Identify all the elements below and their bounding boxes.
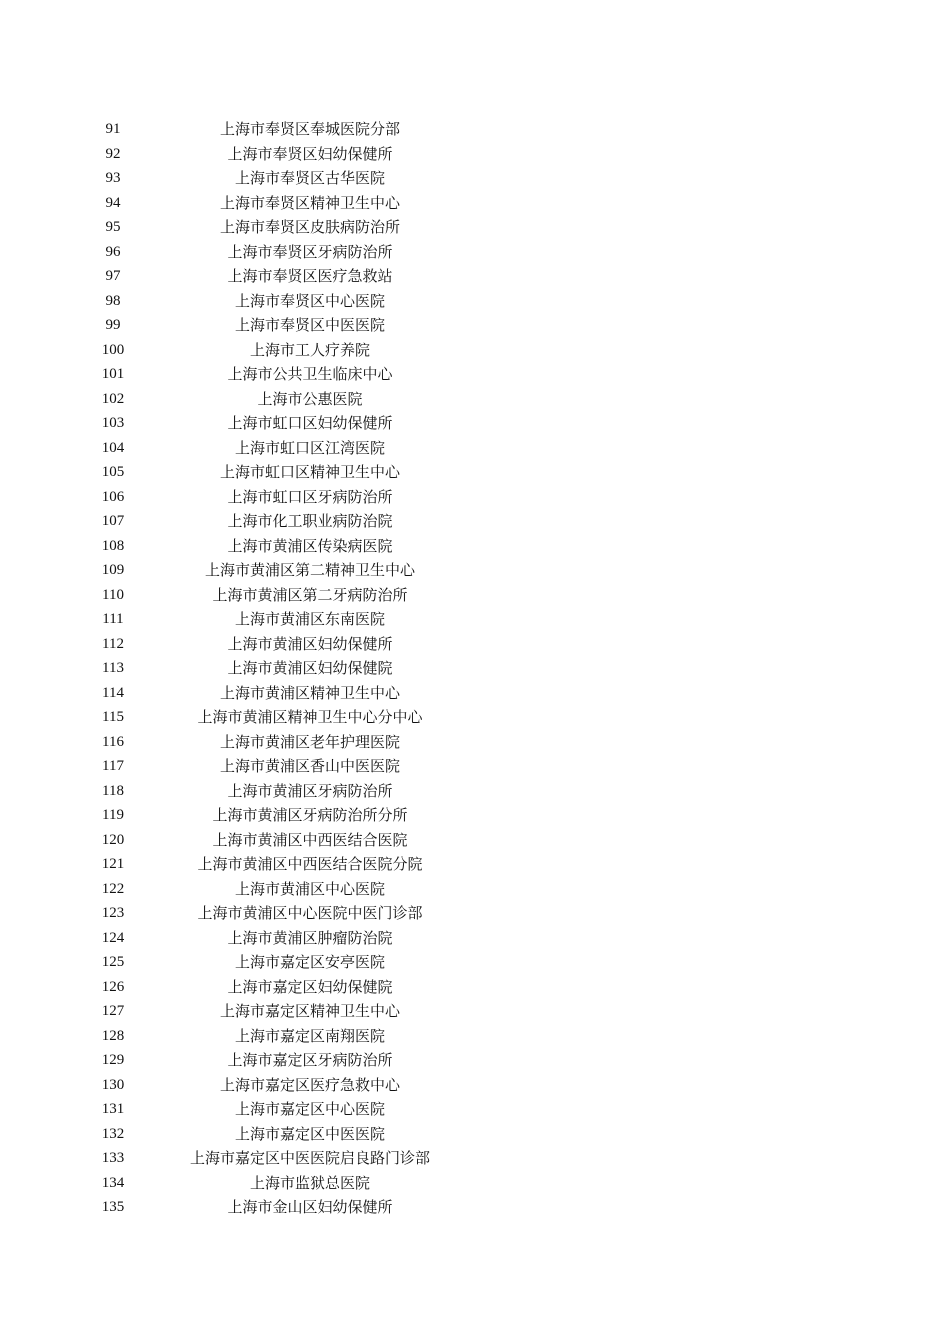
list-item [0,779,950,804]
row-number: 97 [105,268,121,284]
row-number: 120 [101,831,125,848]
list-item [0,1195,950,1220]
hospital-name: 上海市化工职业病防治院 [227,512,393,530]
list-item [0,534,950,559]
row-number: 100 [101,341,125,358]
list-item [0,509,950,534]
list-item [0,240,950,265]
list-item [0,313,950,338]
row-number: 101 [101,366,125,382]
hospital-name: 上海市黄浦区东南医院 [234,610,385,628]
hospital-name: 上海市奉贤区皮肤病防治所 [219,218,400,236]
row-number: 93 [105,170,121,186]
row-number: 106 [101,488,125,505]
row-number: 121 [101,856,125,872]
hospital-name: 上海市黄浦区中西医结合医院 [212,830,408,849]
list-item [0,338,950,363]
hospital-name: 上海市监狱总医院 [249,1173,370,1192]
row-number: 105 [101,464,125,480]
list-item [0,803,950,828]
list-item [0,632,950,657]
list-item [0,1171,950,1196]
hospital-name: 上海市嘉定区南翔医院 [234,1026,385,1045]
hospital-name: 上海市虹口区精神卫生中心 [219,463,400,481]
list-item [0,460,950,485]
hospital-name: 上海市嘉定区中心医院 [234,1100,385,1118]
row-number: 133 [101,1150,125,1166]
hospital-name: 上海市黄浦区传染病医院 [227,536,393,555]
hospital-name: 上海市黄浦区精神卫生中心 [219,683,400,702]
list-item [0,852,950,877]
row-number: 108 [101,537,125,554]
list-item [0,1146,950,1171]
hospital-name: 上海市虹口区江湾医院 [234,438,385,457]
hospital-name: 上海市黄浦区妇幼保健院 [227,659,393,677]
row-number: 128 [101,1027,125,1044]
list-item [0,828,950,853]
hospital-list [0,117,950,1220]
list-item [0,558,950,583]
row-number: 117 [102,758,124,774]
row-number: 112 [102,635,124,652]
row-number: 98 [105,292,121,309]
row-number: 124 [101,929,125,946]
list-item [0,926,950,951]
list-item [0,215,950,240]
list-item [0,1048,950,1073]
list-item [0,901,950,926]
row-number: 127 [101,1003,125,1019]
hospital-name: 上海市公惠医院 [257,389,363,408]
row-number: 118 [102,782,124,799]
row-number: 115 [102,709,124,725]
row-number: 126 [101,978,125,995]
list-item [0,166,950,191]
list-item [0,607,950,632]
hospital-name: 上海市黄浦区肿瘤防治院 [227,928,393,947]
row-number: 104 [101,439,125,456]
row-number: 113 [102,660,124,676]
row-number: 111 [102,611,124,627]
list-item [0,975,950,1000]
hospital-name: 上海市嘉定区妇幼保健院 [227,977,393,996]
row-number: 134 [101,1174,125,1191]
row-number: 123 [101,905,125,921]
row-number: 96 [105,243,121,260]
hospital-name: 上海市黄浦区中西医结合医院分院 [197,855,423,873]
hospital-name: 上海市黄浦区牙病防治所 [227,781,393,800]
hospital-name: 上海市嘉定区中医医院启良路门诊部 [189,1149,430,1167]
row-number: 119 [102,807,124,823]
list-item [0,1024,950,1049]
hospital-name: 上海市黄浦区香山中医医院 [219,757,400,775]
hospital-name: 上海市虹口区妇幼保健所 [227,414,393,432]
hospital-name: 上海市嘉定区精神卫生中心 [219,1002,400,1020]
hospital-name: 上海市嘉定区安亭医院 [234,953,385,971]
list-item [0,362,950,387]
row-number: 130 [101,1076,125,1093]
list-item [0,656,950,681]
hospital-name: 上海市奉贤区牙病防治所 [227,242,393,261]
row-number: 107 [101,513,125,529]
row-number: 103 [101,415,125,431]
row-number: 110 [102,586,124,603]
list-item [0,1097,950,1122]
row-number: 125 [101,954,125,970]
list-item [0,289,950,314]
hospital-name: 上海市奉贤区中心医院 [234,291,385,310]
row-number: 122 [101,880,125,897]
row-number: 132 [101,1125,125,1142]
list-item [0,191,950,216]
list-item [0,387,950,412]
list-item [0,754,950,779]
row-number: 91 [105,121,121,137]
row-number: 102 [101,390,125,407]
row-number: 92 [105,145,121,162]
list-item [0,950,950,975]
hospital-name: 上海市金山区妇幼保健所 [227,1198,393,1216]
hospital-name: 上海市奉贤区医疗急救站 [227,267,393,285]
list-item [0,1073,950,1098]
list-item [0,705,950,730]
list-item [0,411,950,436]
hospital-name: 上海市嘉定区牙病防治所 [227,1051,393,1069]
row-number: 95 [105,219,121,235]
row-number: 99 [105,317,121,333]
hospital-name: 上海市公共卫生临床中心 [227,365,393,383]
hospital-name: 上海市奉贤区中医医院 [234,316,385,334]
hospital-name: 上海市黄浦区中心医院中医门诊部 [197,904,423,922]
hospital-name: 上海市工人疗养院 [249,340,370,359]
list-item [0,681,950,706]
hospital-name: 上海市黄浦区精神卫生中心分中心 [197,708,423,726]
hospital-name: 上海市黄浦区第二精神卫生中心 [204,561,415,579]
row-number: 131 [101,1101,125,1117]
hospital-name: 上海市虹口区牙病防治所 [227,487,393,506]
hospital-name: 上海市嘉定区中医医院 [234,1124,385,1143]
list-item [0,583,950,608]
row-number: 94 [105,194,121,211]
row-number: 114 [102,684,124,701]
hospital-name: 上海市黄浦区第二牙病防治所 [212,585,408,604]
hospital-name: 上海市奉贤区奉城医院分部 [219,120,400,138]
hospital-name: 上海市奉贤区精神卫生中心 [219,193,400,212]
list-item [0,730,950,755]
row-number: 116 [102,733,124,750]
row-number: 129 [101,1052,125,1068]
hospital-name: 上海市黄浦区中心医院 [234,879,385,898]
list-item [0,999,950,1024]
list-item [0,117,950,142]
row-number: 135 [101,1199,125,1215]
hospital-name: 上海市奉贤区妇幼保健所 [227,144,393,163]
list-item [0,142,950,167]
list-item [0,877,950,902]
hospital-name: 上海市黄浦区牙病防治所分所 [212,806,408,824]
list-item [0,436,950,461]
list-item [0,485,950,510]
hospital-name: 上海市奉贤区古华医院 [234,169,385,187]
list-item [0,264,950,289]
hospital-name: 上海市黄浦区妇幼保健所 [227,634,393,653]
hospital-name: 上海市嘉定区医疗急救中心 [219,1075,400,1094]
list-item [0,1122,950,1147]
row-number: 109 [101,562,125,578]
hospital-name: 上海市黄浦区老年护理医院 [219,732,400,751]
